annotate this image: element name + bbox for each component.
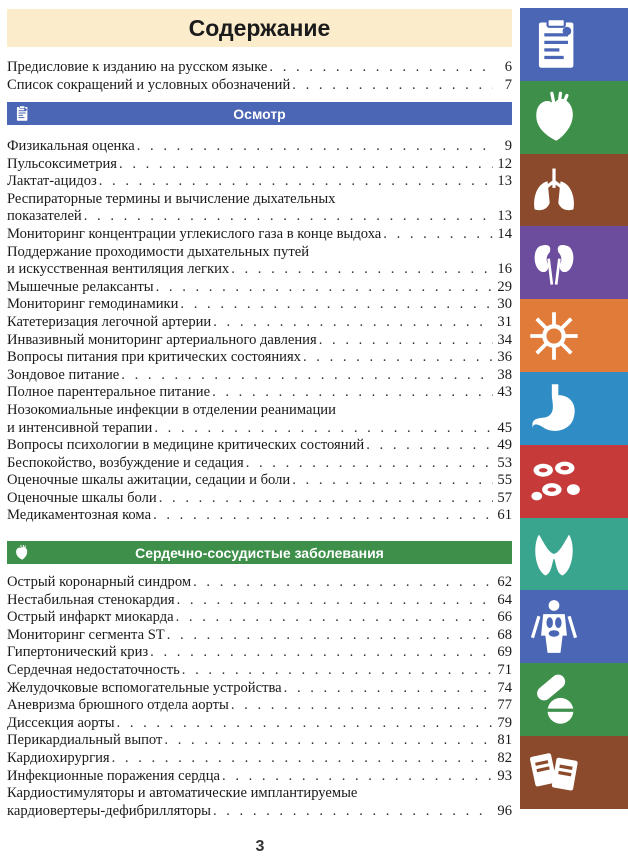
toc-entry-page: 34 [497, 331, 512, 348]
toc-entry[interactable] [7, 507, 512, 525]
toc-entry[interactable] [7, 768, 512, 786]
toc-entry-page: 57 [497, 489, 512, 506]
toc-entry-title: Желудочковые вспомогательные устройства [7, 679, 282, 696]
toc-entry-page: 69 [497, 644, 512, 661]
toc-entry[interactable] [7, 697, 512, 715]
toc-entry-page: 77 [497, 697, 512, 714]
dot-leader [153, 507, 493, 525]
toc-entry-title: Острый инфаркт миокарда [7, 609, 174, 626]
cards-icon [526, 744, 582, 800]
clipboard-icon [13, 105, 30, 122]
toc-entry-page: 9 [504, 138, 512, 154]
side-tabs [520, 8, 628, 809]
section-header [7, 102, 512, 125]
toc-entry[interactable] [7, 644, 512, 662]
section-entries [7, 574, 512, 820]
toc-entry-page: 79 [497, 714, 512, 731]
toc-entry[interactable] [7, 680, 512, 698]
toc-entry[interactable] [7, 715, 512, 733]
toc-entry-title: Пульсоксиметрия [7, 155, 118, 172]
kidneys-icon [526, 235, 582, 291]
dot-leader [222, 768, 493, 786]
toc-entry[interactable] [7, 77, 512, 95]
pills-icon [526, 672, 582, 728]
side-tab[interactable] [520, 590, 628, 663]
dot-leader [231, 261, 493, 279]
section-title: Осмотр [233, 105, 286, 122]
toc-entry-page: 45 [497, 419, 512, 436]
dot-leader [180, 296, 493, 314]
toc-entry[interactable] [7, 384, 512, 402]
dot-leader [117, 715, 493, 733]
toc-entry-page: 29 [497, 278, 512, 295]
page-title: Содержание [188, 14, 331, 41]
toc-entry-page: 6 [504, 59, 512, 75]
toc-entry-title: Предисловие к изданию на русском языке [7, 59, 268, 75]
toc-entry[interactable] [7, 750, 512, 768]
toc-entry-title: Вопросы питания при критических состояниях [7, 349, 301, 366]
side-tab[interactable] [520, 736, 628, 809]
neuron-icon [526, 308, 582, 364]
toc-entry[interactable] [7, 785, 512, 803]
dot-leader [119, 156, 493, 174]
toc-entry[interactable] [7, 261, 512, 279]
dot-leader [121, 367, 493, 385]
side-tab[interactable] [520, 445, 628, 518]
toc-entry-page: 74 [497, 679, 512, 696]
dot-leader [269, 59, 493, 77]
toc-entry-page: 66 [497, 609, 512, 626]
toc-entry-title: Вопросы психологии в медицине критических состояний [7, 437, 365, 454]
toc-entry-title: Перикардиальный выпот [7, 732, 163, 749]
toc-entry-title: Полное парентеральное питание [7, 384, 211, 401]
toc-entry[interactable] [7, 472, 512, 490]
toc-entry-page: 31 [497, 313, 512, 330]
toc-entry-title: Оценочные шкалы ажитации, седации и боли [7, 472, 291, 489]
toc-entry[interactable] [7, 332, 512, 350]
side-tab[interactable] [520, 299, 628, 372]
side-tab[interactable] [520, 372, 628, 445]
toc-entry-page: 16 [497, 261, 512, 278]
dot-leader [292, 77, 493, 95]
dot-leader [159, 490, 493, 508]
toc-entry-title: Инвазивный мониторинг артериального давления [7, 331, 317, 348]
toc-entry-page: 53 [497, 454, 512, 471]
lungs-icon [526, 162, 582, 218]
toc-entry-page: 49 [497, 437, 512, 454]
dot-leader [366, 437, 493, 455]
intro-list [7, 59, 512, 94]
dot-leader [212, 384, 493, 402]
dot-leader [176, 609, 493, 627]
toc-entry[interactable] [7, 662, 512, 680]
toc-entry-page: 61 [497, 507, 512, 524]
heart-icon [13, 544, 30, 561]
dot-leader [231, 697, 493, 715]
dot-leader [167, 627, 493, 645]
toc-entry-title: Поддержание проходимости дыхательных путей [7, 243, 310, 260]
side-tab[interactable] [520, 81, 628, 154]
toc-entry-page: 55 [497, 472, 512, 489]
toc-entry-title: Лактат-ацидоз [7, 173, 97, 190]
toc-entry-page: 30 [497, 296, 512, 313]
toc-entry-page: 93 [497, 767, 512, 784]
dot-leader [156, 279, 493, 297]
toc-entry-title: Мышечные релаксанты [7, 278, 154, 295]
toc-entry-title: Кардиохирургия [7, 749, 110, 766]
dot-leader [177, 592, 493, 610]
toc-entry-title: показателей [7, 208, 82, 225]
side-tab[interactable] [520, 226, 628, 299]
title-banner [7, 9, 512, 47]
body-organs-icon [526, 599, 582, 655]
toc-entry-page: 36 [497, 349, 512, 366]
toc-entry[interactable] [7, 59, 512, 77]
toc-entry[interactable] [7, 627, 512, 645]
toc-entry-title: Мониторинг концентрации углекислого газа в конце выдоха [7, 225, 382, 242]
toc-entry-page: 64 [497, 591, 512, 608]
toc-entry-title: Мониторинг гемодинамики [7, 296, 179, 313]
heart-icon [526, 89, 582, 145]
toc-entry-title: Диссекция аорты [7, 714, 115, 731]
toc-entry[interactable] [7, 803, 512, 821]
section-icon [13, 105, 30, 122]
toc-entry[interactable] [7, 732, 512, 750]
dot-leader [213, 803, 493, 821]
toc-entry-title: и искусственная вентиляция легких [7, 261, 230, 278]
toc-entry-page: 43 [497, 384, 512, 401]
toc-entry[interactable] [7, 296, 512, 314]
toc-entry[interactable] [7, 156, 512, 174]
toc-entry[interactable] [7, 138, 512, 156]
toc-entry[interactable] [7, 244, 512, 262]
toc-entry[interactable] [7, 173, 512, 191]
toc-entry-title: Беспокойство, возбуждение и седация [7, 454, 244, 471]
dot-leader [137, 138, 493, 156]
toc-entry-page: 38 [497, 366, 512, 383]
toc-entry-title: Сердечная недостаточность [7, 661, 180, 678]
section-icon [13, 544, 30, 561]
toc-entry-title: Список сокращений и условных обозначений [7, 76, 291, 93]
dot-leader [84, 208, 493, 226]
toc-entry-title: Аневризма брюшного отдела аорты [7, 697, 229, 714]
toc-entry-title: Зондовое питание [7, 366, 120, 383]
side-tab[interactable] [520, 154, 628, 227]
toc-entry[interactable] [7, 574, 512, 592]
toc-entry-page: 62 [497, 574, 512, 590]
toc-entry-page: 82 [497, 749, 512, 766]
toc-entry[interactable] [7, 191, 512, 209]
toc-entry-title: Инфекционные поражения сердца [7, 767, 221, 784]
toc-entry-title: Нестабильная стенокардия [7, 591, 175, 608]
dot-leader [99, 173, 493, 191]
toc-entry-title: Гипертонический криз [7, 644, 149, 661]
dot-leader [284, 680, 493, 698]
toc-entry-page: 81 [497, 732, 512, 749]
toc-entry[interactable] [7, 455, 512, 473]
side-tab[interactable] [520, 8, 628, 81]
toc-entry[interactable] [7, 490, 512, 508]
page-number: 3 [255, 838, 265, 855]
dot-leader [246, 455, 493, 473]
dot-leader [154, 420, 493, 438]
toc-entry-page: 68 [497, 626, 512, 643]
toc-entry-page: 13 [497, 208, 512, 225]
toc-entry[interactable] [7, 437, 512, 455]
stomach-icon [526, 380, 582, 436]
dot-leader [182, 662, 493, 680]
side-tab[interactable] [520, 663, 628, 736]
dot-leader [150, 644, 493, 662]
toc-entry-title: Оценочные шкалы боли [7, 489, 157, 506]
toc-entry-title: Медикаментозная кома [7, 507, 152, 524]
toc-entry-title: Нозокомиальные инфекции в отделении реанимации [7, 401, 336, 418]
dot-leader [112, 750, 493, 768]
toc-entry[interactable] [7, 367, 512, 385]
toc-entry[interactable] [7, 226, 512, 244]
toc-entry[interactable] [7, 402, 512, 420]
toc-entry[interactable] [7, 314, 512, 332]
toc-entry-title: кардиовертеры-дефибрилляторы [7, 802, 211, 819]
thyroid-icon [526, 526, 582, 582]
side-tab[interactable] [520, 518, 628, 591]
toc-entry-title: Респираторные термины и вычисление дыхательных [7, 190, 336, 207]
toc-entry-title: Физикальная оценка [7, 138, 135, 154]
toc-entry[interactable] [7, 609, 512, 627]
toc-entry-page: 7 [504, 76, 512, 93]
clipboard-icon [526, 16, 582, 72]
toc-entry-title: Острый коронарный синдром [7, 574, 192, 590]
toc-entry-page: 96 [497, 802, 512, 819]
toc-entry[interactable] [7, 279, 512, 297]
toc-entry-title: Катетеризация легочной артерии [7, 313, 212, 330]
dot-leader [193, 574, 493, 592]
toc-entry[interactable] [7, 349, 512, 367]
blood-cells-icon [526, 453, 582, 509]
dot-leader [383, 226, 493, 244]
toc-entry-page: 12 [497, 155, 512, 172]
toc-entry-title: и интенсивной терапии [7, 419, 153, 436]
section-entries [7, 138, 512, 525]
section-header [7, 541, 512, 564]
dot-leader [213, 314, 493, 332]
toc-entry[interactable] [7, 208, 512, 226]
dot-leader [292, 472, 493, 490]
toc-entry[interactable] [7, 420, 512, 438]
dot-leader [319, 332, 493, 350]
toc-entry-page: 71 [497, 661, 512, 678]
dot-leader [164, 732, 493, 750]
toc-entry-page: 14 [497, 225, 512, 242]
toc-entry-page: 13 [497, 173, 512, 190]
section-title: Сердечно-сосудистые заболевания [135, 544, 384, 561]
toc-entry[interactable] [7, 592, 512, 610]
dot-leader [303, 349, 493, 367]
toc-entry-title: Мониторинг сегмента ST [7, 626, 165, 643]
toc-entry-title: Кардиостимуляторы и автоматические имплантируемые [7, 785, 358, 802]
